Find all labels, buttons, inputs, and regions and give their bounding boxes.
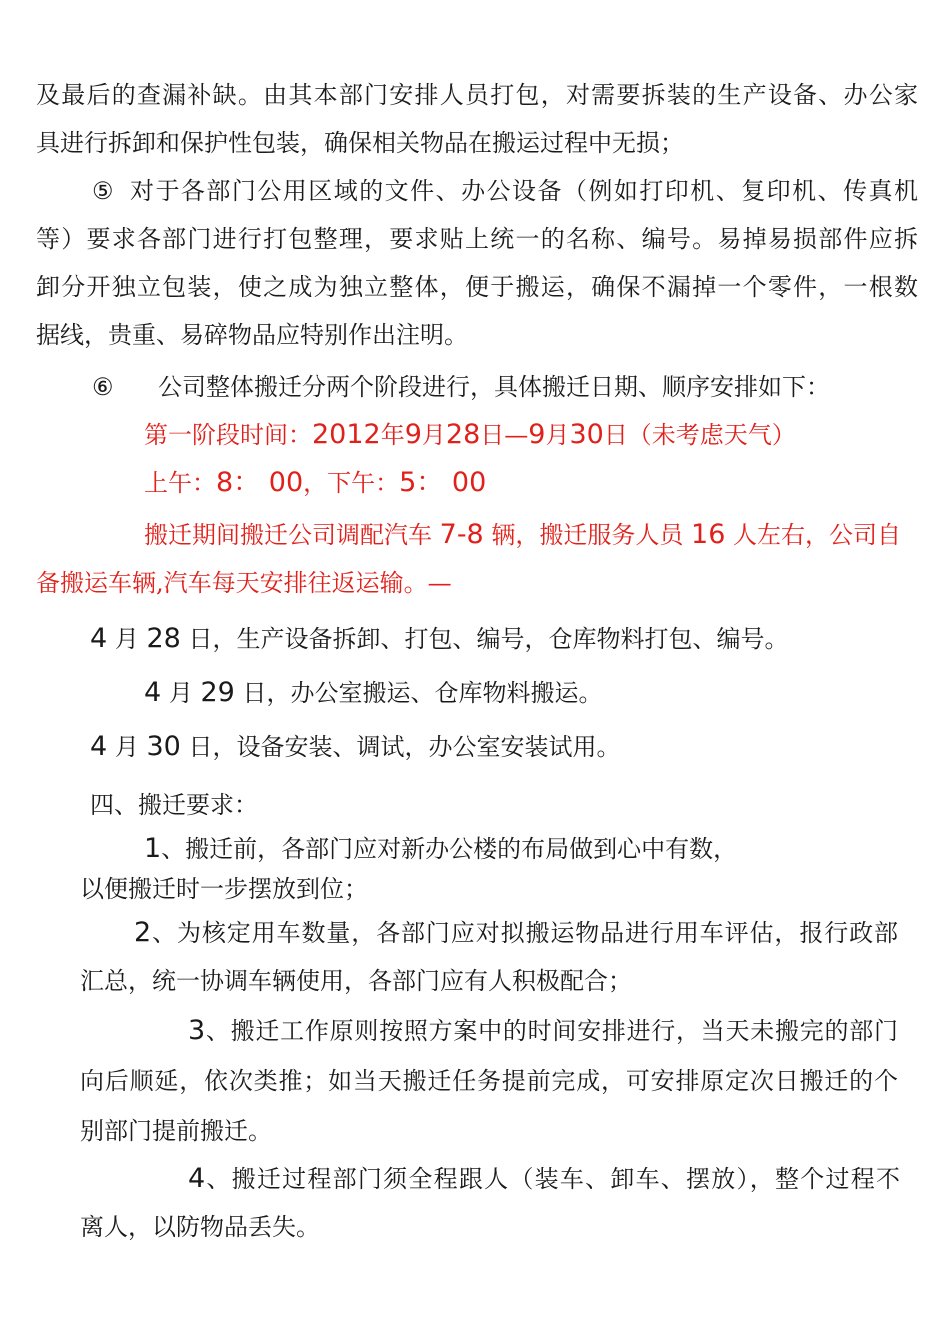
requirement-number: 3 (188, 1015, 206, 1046)
phase-vehicles-line-2: 备搬运车辆,汽车每天安排往返运输。— (36, 569, 452, 597)
requirement-number: 2 (134, 917, 152, 948)
item5-line-3: 卸分开独立包装，使之成为独立整体，便于搬运，确保不漏掉一个零件，一根数 (36, 273, 918, 301)
item6-marker: ⑥ (92, 373, 114, 401)
phase-day-start: 28 (445, 419, 481, 450)
schedule-day: 30 (146, 731, 181, 762)
requirement-4-line-1 (188, 1164, 900, 1194)
phase-month-unit: 月 (421, 421, 446, 449)
phase-day-end: 30 (569, 419, 604, 450)
requirement-text: 、为核定用车数量，各部门应对拟搬运物品进行用车评估，报行政部 (151, 919, 898, 947)
pm-time: 5： 00 (399, 467, 487, 498)
am-label: 上午： (144, 469, 216, 497)
schedule-day: 28 (146, 623, 181, 654)
schedule-text: 日，设备安装、调试，办公室安装试用。 (188, 733, 621, 761)
schedule-month-unit: 月 (114, 733, 139, 761)
schedule-day: 29 (200, 677, 235, 708)
phase-year: 2012 (312, 419, 381, 450)
requirement-number: 1 (144, 833, 162, 864)
staff-count: 16 (691, 519, 726, 550)
item5-marker: ⑤ (92, 177, 114, 205)
phase-month-start: 9 (404, 419, 422, 450)
item5-line-2: 等）要求各部门进行打包整理，要求贴上统一的名称、编号。易掉易损部件应拆 (36, 225, 918, 253)
phase-day-unit-dash: 日— (480, 421, 529, 449)
section4-heading: 四、搬迁要求： (90, 791, 258, 819)
item6-text: 公司整体搬迁分两个阶段进行，具体搬迁日期、顺序安排如下： (158, 373, 830, 401)
requirement-3-line-3: 别部门提前搬迁。 (80, 1117, 272, 1145)
am-time: 8： 00 (216, 467, 304, 498)
schedule-month-unit: 月 (114, 625, 139, 653)
requirement-1-line-1 (144, 834, 737, 864)
requirement-3-line-2: 向后顺延，依次类推；如当天搬迁任务提前完成，可安排原定次日搬迁的个 (80, 1067, 898, 1095)
phase-label: 第一阶段时间： (144, 421, 312, 449)
schedule-row (90, 624, 788, 654)
phase-vehicles-line-1 (144, 520, 901, 550)
requirement-text: 、搬迁前，各部门应对新办公楼的布局做到心中有数， (161, 835, 738, 863)
requirement-text: 、搬迁工作原则按照方案中的时间安排进行，当天未搬完的部门 (205, 1017, 898, 1045)
vehicles-text-c: 人左右，公司自 (725, 521, 902, 549)
phase-month-end: 9 (528, 419, 546, 450)
requirement-1-line-2: 以便搬迁时一步摆放到位； (80, 875, 368, 903)
schedule-month: 4 (144, 677, 162, 708)
phase-year-unit: 年 (380, 421, 405, 449)
item5-line-1: 对于各部门公用区域的文件、办公设备（例如打印机、复印机、传真机 (130, 177, 918, 205)
requirement-3-line-1 (188, 1016, 898, 1046)
vehicles-text-b: 辆，搬迁服务人员 (483, 521, 692, 549)
phase-month-unit-2: 月 (545, 421, 570, 449)
schedule-row (90, 732, 620, 762)
vehicles-count: 7-8 (439, 519, 484, 550)
continuation-line-2: 具进行拆卸和保护性包装，确保相关物品在搬运过程中无损； (36, 129, 684, 157)
phase-weather-note: 日（未考虑天气） (603, 421, 796, 449)
requirement-number: 4 (188, 1163, 206, 1194)
schedule-month-unit: 月 (168, 679, 193, 707)
requirement-2-line-1 (134, 918, 898, 948)
schedule-month: 4 (90, 731, 108, 762)
phase-dates (144, 420, 796, 450)
schedule-text: 日，生产设备拆卸、打包、编号，仓库物料打包、编号。 (188, 625, 789, 653)
schedule-month: 4 (90, 623, 108, 654)
requirement-4-line-2: 离人，以防物品丢失。 (80, 1213, 320, 1241)
schedule-row (144, 678, 602, 708)
requirement-2-line-2: 汇总，统一协调车辆使用，各部门应有人积极配合； (80, 967, 632, 995)
requirement-text: 、搬迁过程部门须全程跟人（装车、卸车、摆放），整个过程不 (205, 1165, 900, 1193)
item5-line-4: 据线，贵重、易碎物品应特别作出注明。 (36, 321, 468, 349)
pm-label: ，下午： (303, 469, 400, 497)
schedule-text: 日，办公室搬运、仓库物料搬运。 (242, 679, 603, 707)
continuation-line-1: 及最后的查漏补缺。由其本部门安排人员打包，对需要拆装的生产设备、办公家 (36, 81, 918, 109)
vehicles-text-a: 搬迁期间搬迁公司调配汽车 (144, 521, 440, 549)
phase-hours (144, 468, 486, 498)
